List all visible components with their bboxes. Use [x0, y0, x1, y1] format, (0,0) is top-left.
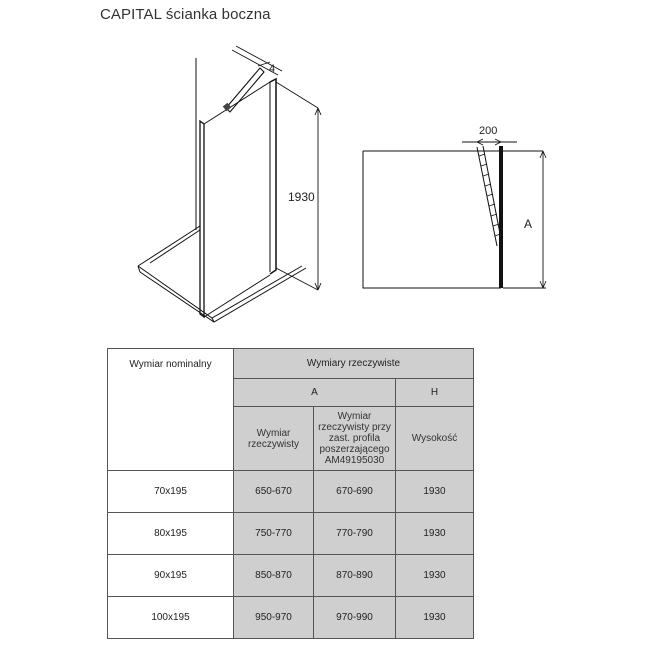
table-row [108, 597, 474, 639]
subheader-height: Wysokość [396, 407, 474, 471]
cell-height: 1930 [396, 471, 474, 513]
cell-height: 1930 [396, 513, 474, 555]
glass-panel-edge [270, 79, 276, 274]
cell-nominal: 80x195 [108, 513, 234, 555]
cell-actual: 950-970 [234, 597, 314, 639]
side-stabilizer [477, 146, 502, 246]
dim-4-label: 4 [269, 63, 276, 75]
dim-a-label: A [524, 217, 533, 231]
cell-actual: 850-870 [234, 555, 314, 597]
subheader-with-profile: Wymiar rzeczywisty przy zast. profila poszerzającego AM49195030 [314, 407, 396, 471]
header-actual-dimensions: Wymiary rzeczywiste [234, 349, 474, 379]
cell-with-profile: 770-790 [314, 513, 396, 555]
table-row [108, 471, 474, 513]
side-glass [499, 146, 503, 288]
cell-height: 1930 [396, 597, 474, 639]
dim-1930-label: 1930 [288, 190, 315, 204]
header-col-a: A [234, 379, 396, 407]
cell-with-profile: 670-690 [314, 471, 396, 513]
glass-panel-face [204, 82, 270, 317]
dim-200-label: 200 [479, 125, 498, 137]
page-title: CAPITAL ścianka boczna [100, 6, 271, 23]
table-row [108, 555, 474, 597]
table-row [108, 513, 474, 555]
isometric-view [138, 46, 321, 322]
header-col-h: H [396, 379, 474, 407]
cell-nominal: 90x195 [108, 555, 234, 597]
cell-nominal: 70x195 [108, 471, 234, 513]
shower-tray [138, 226, 306, 322]
wall-right [276, 82, 318, 290]
cell-actual: 750-770 [234, 513, 314, 555]
cell-height: 1930 [396, 555, 474, 597]
cell-with-profile: 970-990 [314, 597, 396, 639]
wall-outline [363, 151, 543, 288]
cell-nominal: 100x195 [108, 597, 234, 639]
cell-actual: 650-670 [234, 471, 314, 513]
glass-panel [200, 121, 204, 317]
dimensions-table [107, 348, 474, 639]
header-nominal: Wymiar nominalny [108, 349, 234, 471]
cell-with-profile: 870-890 [314, 555, 396, 597]
side-view [363, 139, 546, 288]
subheader-actual: Wymiar rzeczywisty [234, 407, 314, 471]
